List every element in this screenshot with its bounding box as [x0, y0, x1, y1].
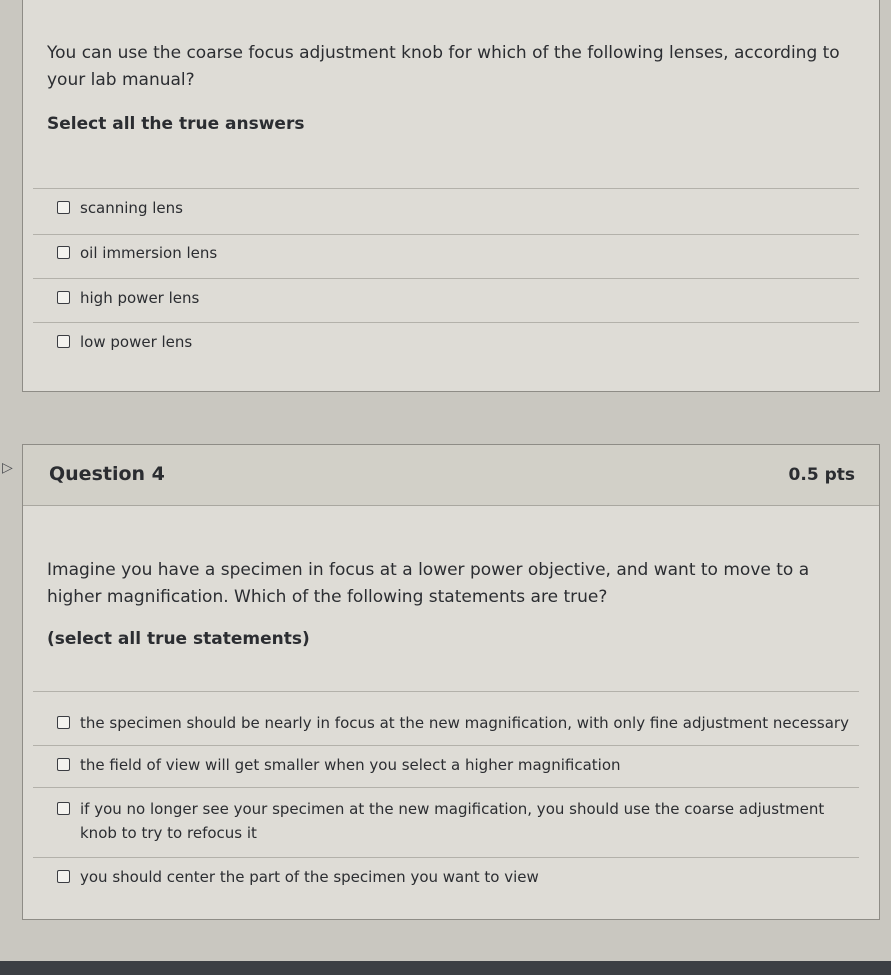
question-4-option-2[interactable] — [57, 753, 621, 777]
option-label: low power lens — [80, 333, 193, 351]
divider — [33, 857, 859, 858]
divider — [33, 234, 859, 235]
divider — [33, 745, 859, 746]
question-3-select-instruction: Select all the true answers — [47, 114, 305, 134]
option-label: scanning lens — [80, 199, 183, 217]
option-label: the specimen should be nearly in focus at the new magnification, with only fine adjustment necessary — [80, 714, 849, 732]
collapse-arrow-icon[interactable]: ▷ — [2, 460, 13, 476]
divider — [33, 787, 859, 788]
question-3-option-3[interactable] — [57, 286, 199, 310]
option-label: high power lens — [80, 289, 200, 307]
question-3-option-2[interactable] — [57, 241, 217, 265]
option-label: the field of view will get smaller when you select a higher magnification — [80, 756, 621, 774]
question-3-card — [22, 0, 880, 392]
checkbox[interactable] — [57, 758, 70, 771]
question-title: Question 4 — [49, 463, 165, 485]
question-4-select-instruction: (select all true statements) — [47, 629, 310, 649]
question-4-option-4[interactable] — [57, 865, 539, 889]
checkbox[interactable] — [57, 870, 70, 883]
divider — [33, 322, 859, 323]
divider — [33, 691, 859, 692]
checkbox[interactable] — [57, 291, 70, 304]
question-4-option-1[interactable] — [57, 711, 849, 735]
question-points: 0.5 pts — [788, 465, 855, 485]
checkbox[interactable] — [57, 335, 70, 348]
question-3-option-4[interactable] — [57, 330, 192, 354]
question-4-option-3[interactable] — [57, 797, 860, 845]
checkbox[interactable] — [57, 201, 70, 214]
question-3-prompt: You can use the coarse focus adjustment knob for which of the following lenses, according to your lab manual? — [47, 43, 840, 90]
question-4-header — [23, 445, 879, 506]
divider — [33, 188, 859, 189]
checkbox[interactable] — [57, 716, 70, 729]
question-4-card — [22, 444, 880, 920]
checkbox[interactable] — [57, 246, 70, 259]
question-4-prompt: Imagine you have a specimen in focus at a lower power objective, and want to move to a higher magnification. Which of the following statements are true? — [47, 560, 810, 607]
option-label: if you no longer see your specimen at the new magification, you should use the coarse adjustment knob to try to refocus it — [80, 800, 825, 842]
divider — [33, 278, 859, 279]
option-label: oil immersion lens — [80, 244, 218, 262]
checkbox[interactable] — [57, 802, 70, 815]
question-3-option-1[interactable] — [57, 196, 183, 220]
bottom-bar — [0, 961, 891, 975]
option-label: you should center the part of the specimen you want to view — [80, 868, 539, 886]
